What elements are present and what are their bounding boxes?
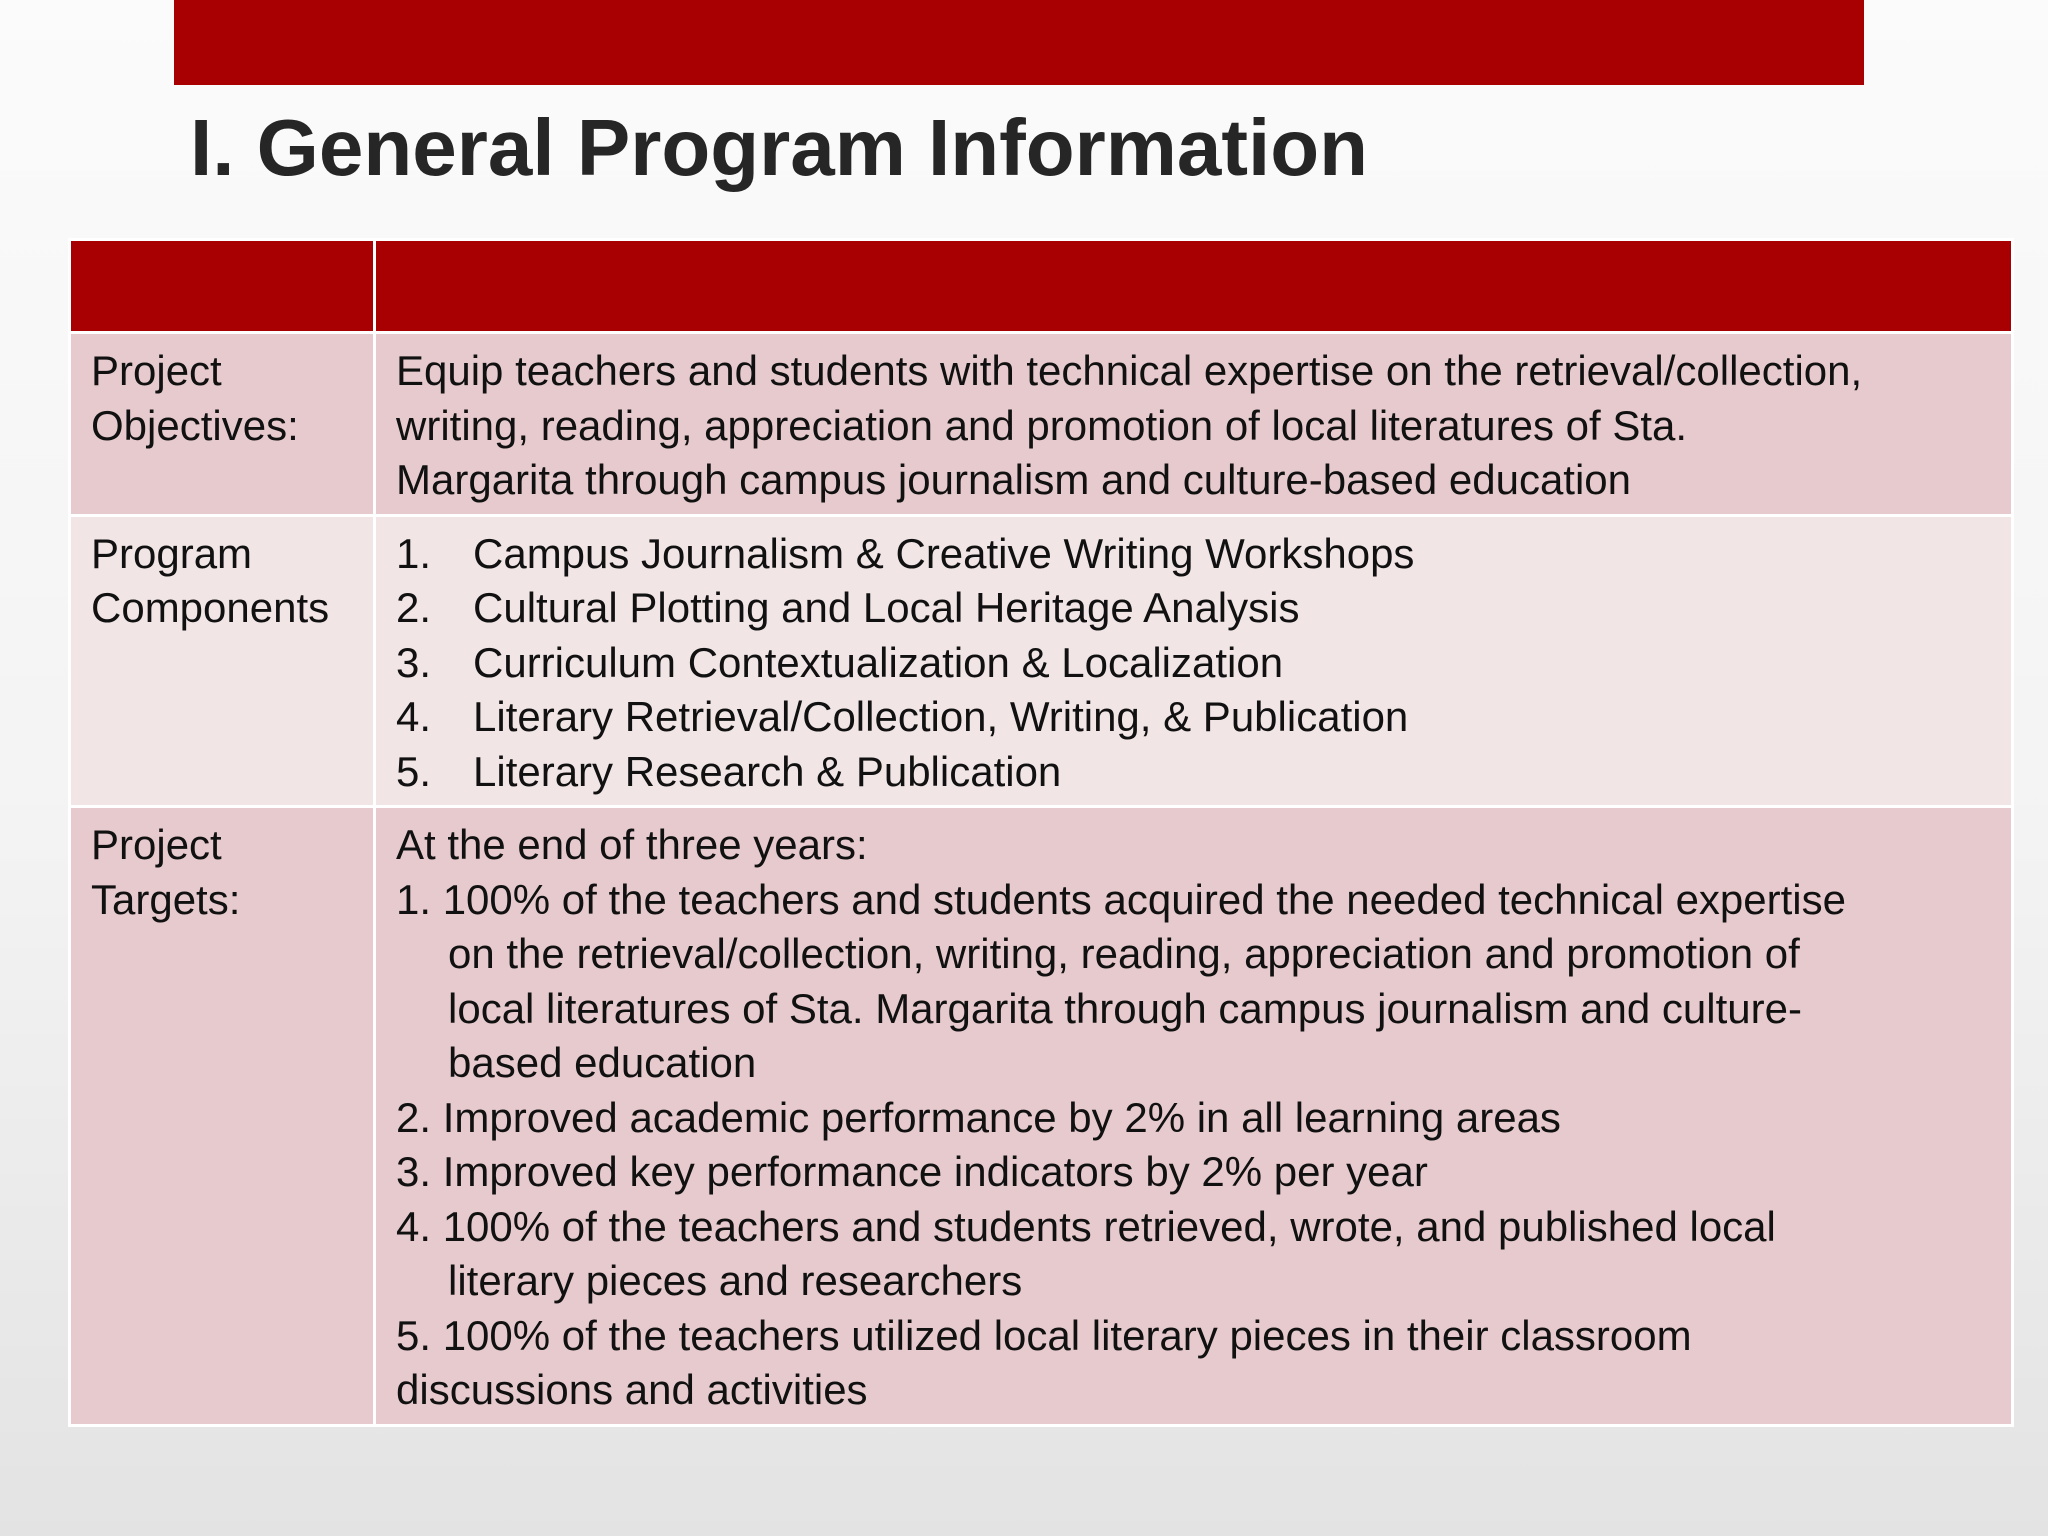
list-text: Literary Retrieval/Collection, Writing, & Publication	[473, 693, 1409, 740]
list-number: 3.	[396, 638, 432, 686]
list-item	[396, 581, 1999, 636]
list-text: Cultural Plotting and Local Heritage Analysis	[473, 584, 1300, 631]
target-text-cont: based education	[448, 1039, 757, 1086]
list-text: Campus Journalism & Creative Writing Workshops	[473, 529, 1415, 577]
label-line: Project	[91, 347, 222, 394]
target-text-cont: local literatures of Sta. Margarita through campus journalism and culture-	[448, 984, 1802, 1032]
objectives-line: writing, reading, appreciation and promotion of local literatures of Sta.	[396, 401, 1688, 449]
targets-list	[375, 807, 2013, 1426]
table-row-targets	[70, 807, 2013, 1426]
table-row-components	[70, 515, 2013, 807]
row-label-objectives	[70, 333, 375, 516]
slide-title: I. General Program Information	[190, 103, 1369, 192]
target-text: 3. Improved key performance indicators by 2% per year	[396, 1148, 1428, 1195]
table-row-objectives	[70, 333, 2013, 516]
target-item	[396, 873, 1999, 1091]
list-number: 1.	[396, 529, 432, 577]
list-text: Curriculum Contextualization & Localization	[473, 638, 1284, 686]
target-text-cont: literary pieces and researchers	[448, 1257, 1023, 1304]
list-item	[396, 745, 1999, 800]
label-line: Components	[91, 584, 330, 631]
table-header-row	[70, 240, 2013, 333]
objectives-line: Margarita through campus journalism and culture-based education	[396, 456, 1632, 503]
components-list	[375, 515, 2013, 807]
target-item	[396, 1145, 1999, 1200]
row-label-targets	[70, 807, 375, 1426]
target-item	[396, 1200, 1999, 1309]
target-text: 4. 100% of the teachers and students retrieved, wrote, and published local	[396, 1202, 1776, 1250]
header-cell-label	[70, 240, 375, 333]
top-accent-bar	[174, 0, 1864, 85]
targets-intro: At the end of three years:	[396, 821, 868, 868]
label-line: Objectives:	[91, 401, 299, 449]
targets-closing: discussions and activities	[396, 1366, 868, 1413]
target-item	[396, 1309, 1999, 1364]
label-line: Program	[91, 529, 253, 577]
program-info-table	[68, 238, 2014, 1427]
objectives-line: Equip teachers and students with technical expertise on the retrieval/collection,	[396, 347, 1863, 394]
list-number: 4.	[396, 693, 432, 740]
list-number: 5.	[396, 747, 432, 795]
list-item	[396, 527, 1999, 582]
target-text: 1. 100% of the teachers and students acquired the needed technical expertise	[396, 875, 1846, 923]
list-text: Literary Research & Publication	[473, 747, 1062, 795]
list-item	[396, 690, 1999, 745]
objectives-text	[375, 333, 2013, 516]
label-line: Project	[91, 821, 222, 868]
label-line: Targets:	[91, 875, 241, 923]
target-text: 2. Improved academic performance by 2% in all learning areas	[396, 1093, 1561, 1141]
header-cell-content	[375, 240, 2013, 333]
target-text-cont: on the retrieval/collection, writing, reading, appreciation and promotion of	[448, 930, 1800, 977]
target-item	[396, 1091, 1999, 1146]
list-item	[396, 636, 1999, 691]
list-number: 2.	[396, 584, 432, 631]
row-label-components	[70, 515, 375, 807]
target-text: 5. 100% of the teachers utilized local literary pieces in their classroom	[396, 1311, 1692, 1359]
